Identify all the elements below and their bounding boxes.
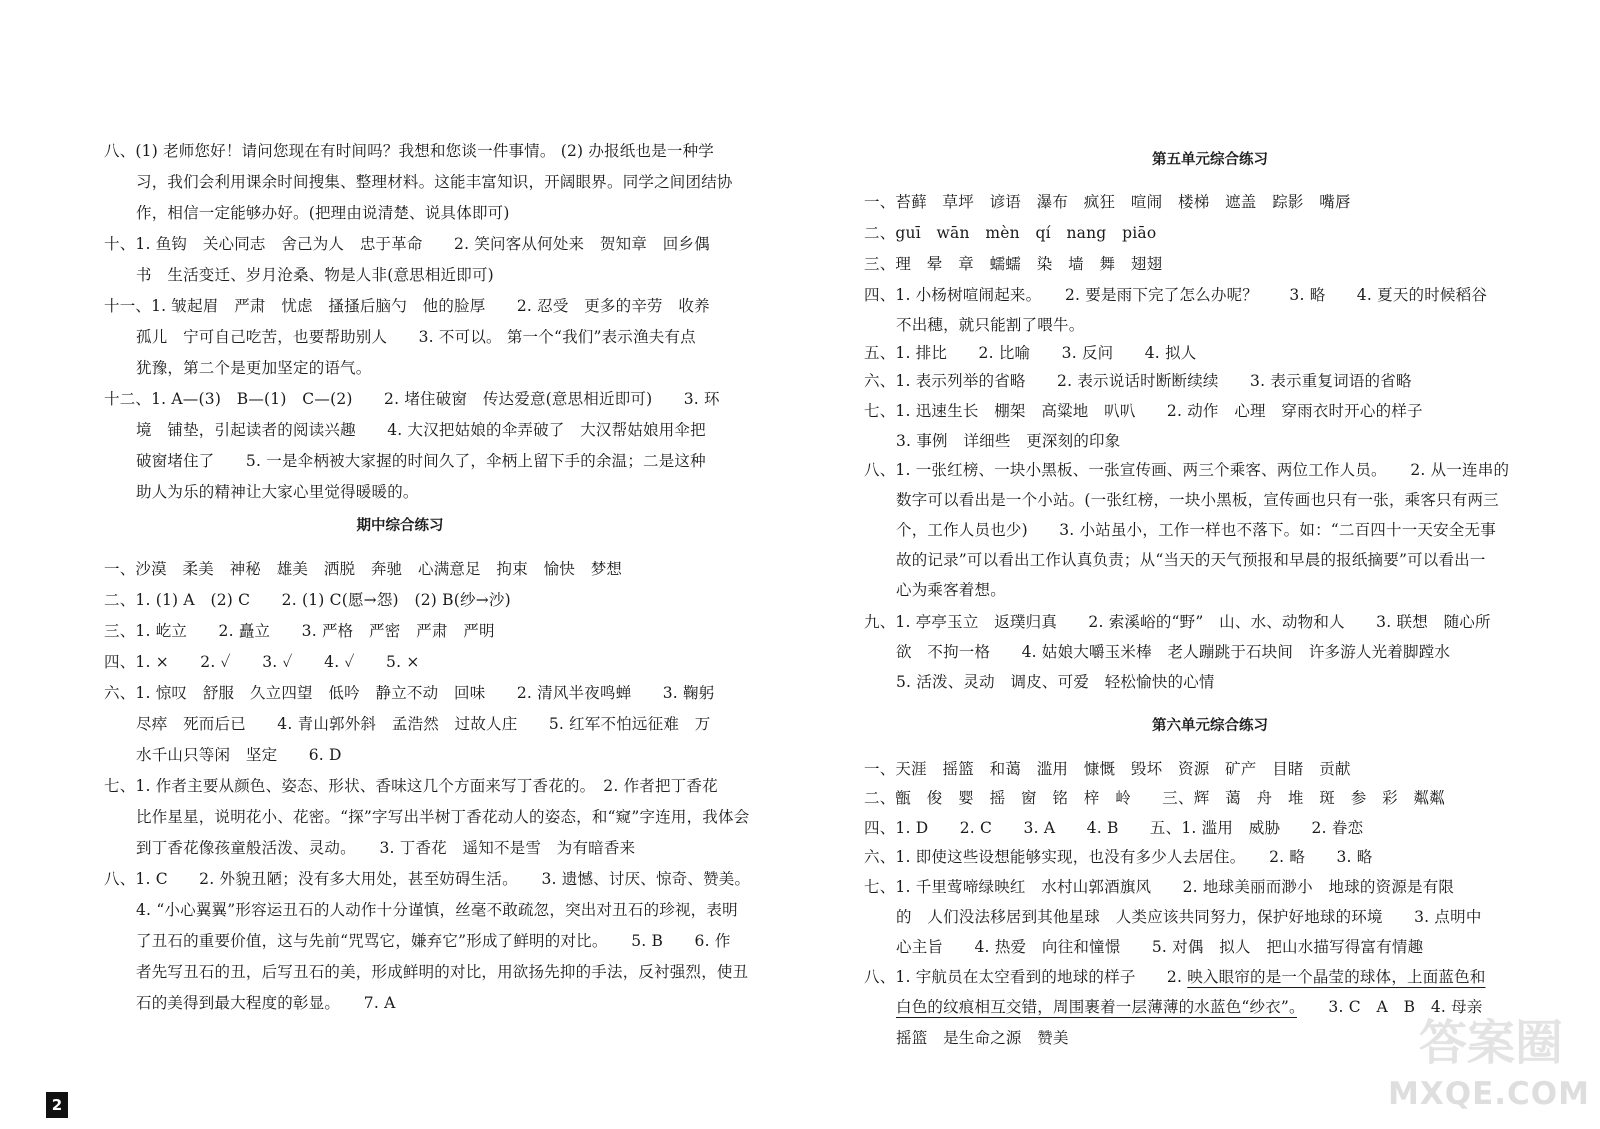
page-number: 2: [46, 1092, 68, 1118]
answer-line: 六、1. 惊叹 舒服 久立四望 低吟 静立不动 回味 2. 清风半夜鸣蝉 3. 鞠躬: [104, 684, 715, 702]
answer-line: 三、理 晕 章 蠕蠕 染 墙 舞 翅翅: [864, 255, 1163, 273]
answer-line: 心为乘客着想。: [896, 581, 1006, 599]
answer-line: 故的记录”可以看出工作认真负责；从“当天的天气预报和早晨的报纸摘要”可以看出一: [896, 551, 1486, 569]
answer-line: 犹豫，第二个是更加坚定的语气。: [136, 359, 372, 377]
answer-line: 不出穗，就只能割了喂牛。: [896, 316, 1085, 334]
answer-line: 四、1. × 2. ✓ 3. ✓ 4. ✓ 5. ×: [104, 653, 420, 671]
answer-line: 水千山只等闲 坚定 6. D: [136, 746, 342, 764]
answer-line: 石的美得到最大程度的彰显。 7. A: [136, 994, 396, 1012]
answer-line: 一、沙漠 柔美 神秘 雄美 洒脱 奔驰 心满意足 拘束 愉快 梦想: [104, 560, 623, 578]
answer-line: 境 铺垫，引起读者的阅读兴趣 4. 大汉把姑娘的伞弄破了 大汉帮姑娘用伞把: [136, 421, 706, 439]
watermark-text: MXQE.COM: [1387, 1076, 1590, 1112]
section-heading: 期中综合练习: [356, 517, 444, 534]
answer-line: 到丁香花像孩童般活泼、灵动。 3. 丁香花 遥知不是雪 为有暗香来: [136, 839, 636, 857]
answer-line: 3. 事例 详细些 更深刻的印象: [896, 432, 1121, 450]
section-heading: 第五单元综合练习: [1152, 151, 1268, 168]
answer-line: 5. 活泼、灵动 调皮、可爱 轻松愉快的心情: [896, 673, 1215, 691]
answer-line: 八、1. C 2. 外貌丑陋；没有多大用处，甚至妨碍生活。 3. 遗憾、讨厌、惊奇、赞美。: [104, 870, 751, 888]
answer-line: 欲 不拘一格 4. 姑娘大嚼玉米棒 老人蹦跳于石块间 许多游人光着脚蹚水: [896, 643, 1451, 661]
answer-line: 十二、1. A—(3) B—(1) C—(2) 2. 堵住破窗 传达爱意(意思相近即可) 3. 环: [104, 390, 720, 408]
answer-line: 一、苔藓 草坪 谚语 瀑布 疯狂 喧闹 楼梯 遮盖 踪影 嘴唇: [864, 193, 1351, 211]
answer-line: 八、(1) 老师您好！请问您现在有时间吗？我想和您谈一件事情。 (2) 办报纸也是一种学: [104, 142, 714, 160]
answer-line: 四、1. D 2. C 3. A 4. B 五、1. 滥用 威胁 2. 眷恋: [864, 819, 1364, 837]
underlined-answer: 白色的纹痕相互交错，周围裹着一层薄薄的水蓝色“纱衣”。: [896, 998, 1297, 1016]
answer-line: 一、天涯 摇篮 和蔼 滥用 慷慨 毁坏 资源 矿产 目睹 贡献: [864, 760, 1351, 778]
answer-line: 六、1. 即使这些设想能够实现，也没有多少人去居住。 2. 略 3. 略: [864, 848, 1373, 866]
answer-line: 摇篮 是生命之源 赞美: [896, 1029, 1069, 1047]
underlined-answer: 映入眼帘的是一个晶莹的球体，上面蓝色和: [1187, 968, 1486, 986]
answer-line: 心主旨 4. 热爱 向往和憧憬 5. 对偶 拟人 把山水描写得富有情趣: [896, 938, 1424, 956]
answer-line: 了丑石的重要价值，这与先前“咒骂它，嫌弃它”形成了鲜明的对比。 5. B 6. 作: [136, 932, 731, 950]
section-heading: 第六单元综合练习: [1152, 717, 1268, 734]
answer-line: 习，我们会利用课余时间搜集、整理材料。这能丰富知识，开阔眼界。同学之间团结协: [136, 173, 733, 191]
answer-line: 个，工作人员也少) 3. 小站虽小，工作一样也不落下。如：“二百四十一天安全无事: [896, 521, 1496, 539]
answer-line: 书 生活变迁、岁月沧桑、物是人非(意思相近即可): [136, 266, 494, 284]
answer-line: 九、1. 亭亭玉立 返璞归真 2. 索溪峪的“野” 山、水、动物和人 3. 联想 随心所: [864, 613, 1491, 631]
answer-line: 破窗堵住了 5. 一是伞柄被大家握的时间久了，伞柄上留下手的余温；二是这种: [136, 452, 706, 470]
answer-line: 二、guī wān mèn qí nang piāo: [864, 224, 1157, 242]
answer-line: 比作星星，说明花小、花密。“探”字写出半树丁香花动人的姿态，和“窥”字连用，我体会: [136, 808, 750, 826]
answer-line: 六、1. 表示列举的省略 2. 表示说话时断断续续 3. 表示重复词语的省略: [864, 372, 1412, 390]
answer-line: 十、1. 鱼钩 关心同志 舍己为人 忠于革命 2. 笑问客从何处来 贺知章 回乡偶: [104, 235, 710, 253]
answer-line: 4. “小心翼翼”形容运丑石的人动作十分谨慎，丝毫不敢疏忽，突出对丑石的珍视，表明: [136, 901, 738, 919]
answer-line: 四、1. 小杨树喧闹起来。 2. 要是雨下完了怎么办呢？ 3. 略 4. 夏天的时候稻谷: [864, 286, 1488, 304]
answer-line: 孤儿 宁可自己吃苦，也要帮助别人 3. 不可以。 第一个“我们”表示渔夫有点: [136, 328, 696, 346]
answer-line: 二、甑 俊 婴 摇 窗 铭 梓 岭 三、辉 蔼 舟 堆 斑 参 彩 粼粼: [864, 789, 1445, 807]
answer-line: [864, 966, 1486, 988]
answer-line: 七、1. 作者主要从颜色、姿态、形状、香味这几个方面来写丁香花的。 2. 作者把丁香花: [104, 777, 718, 795]
answer-line: 七、1. 迅速生长 棚架 高粱地 叭叭 2. 动作 心理 穿雨衣时开心的样子: [864, 402, 1423, 420]
answer-text: 八、1. 宇航员在太空看到的地球的样子 2.: [864, 968, 1188, 986]
watermark-logo: 答案圈: [1418, 1015, 1563, 1071]
answer-line: 的 人们没法移居到其他星球 人类应该共同努力，保护好地球的环境 3. 点明中: [896, 908, 1482, 926]
answer-line: 八、1. 一张红榜、一块小黑板、一张宣传画、两三个乘客、两位工作人员。 2. 从一连串的: [864, 461, 1510, 479]
answer-line: 十一、1. 皱起眉 严肃 忧虑 搔搔后脑勺 他的脸厚 2. 忍受 更多的辛劳 收养: [104, 297, 710, 315]
answer-line: 三、1. 屹立 2. 矗立 3. 严格 严密 严肃 严明: [104, 622, 495, 640]
answer-line: 五、1. 排比 2. 比喻 3. 反问 4. 拟人: [864, 344, 1197, 362]
answer-line: 七、1. 千里莺啼绿映红 水村山郭酒旗风 2. 地球美丽而渺小 地球的资源是有限: [864, 878, 1455, 896]
answer-line: 者先写丑石的丑，后写丑石的美，形成鲜明的对比，用欲扬先抑的手法，反衬强烈，使丑: [136, 963, 749, 981]
answer-line: 数字可以看出是一个小站。(一张红榜，一块小黑板，宣传画也只有一张，乘客只有两三: [896, 491, 1499, 509]
answer-line: 助人为乐的精神让大家心里觉得暖暖的。: [136, 483, 419, 501]
answer-line: 作，相信一定能够办好。(把理由说清楚、说具体即可): [136, 204, 510, 222]
answer-line: 尽瘁 死而后已 4. 青山郭外斜 孟浩然 过故人庄 5. 红军不怕远征难 万: [136, 715, 711, 733]
answer-text: 3. C A B 4. 母亲: [1297, 998, 1483, 1016]
answer-line: 二、1. (1) A (2) C 2. (1) C(愿→怨) (2) B(纱→沙): [104, 591, 511, 609]
watermark: [1384, 1010, 1594, 1122]
right-page: [800, 0, 1600, 1129]
